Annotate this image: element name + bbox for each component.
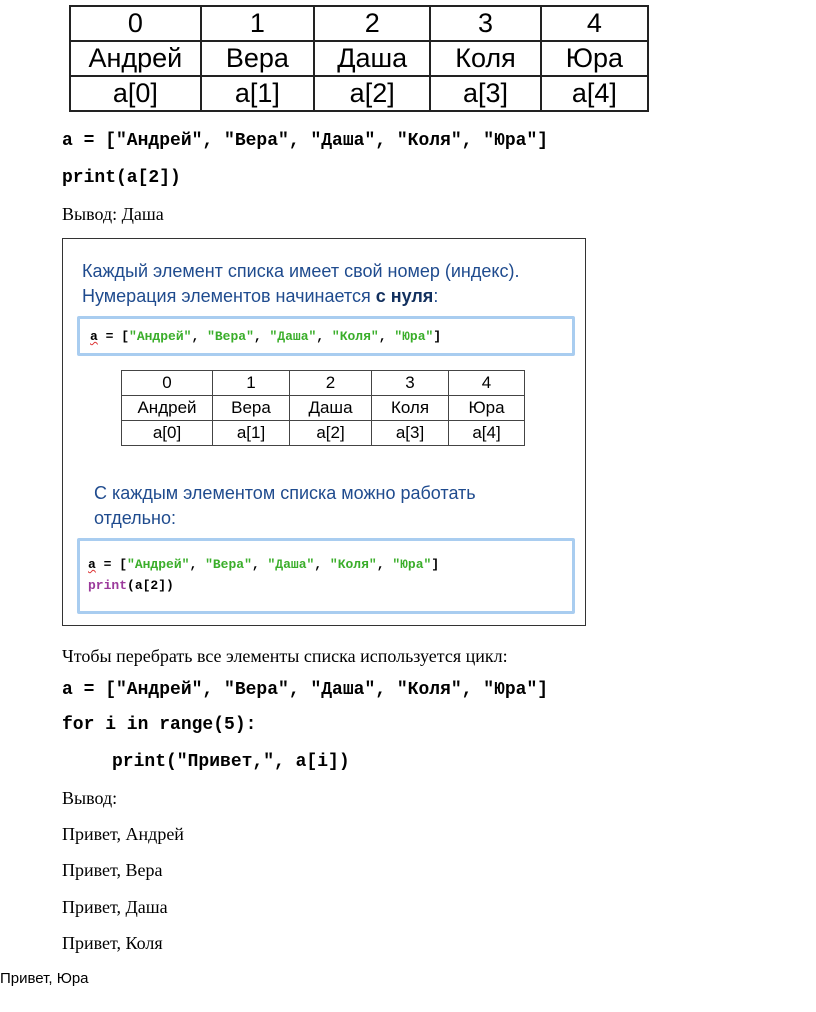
index-table bbox=[69, 5, 649, 112]
code-string: "Андрей" bbox=[127, 557, 190, 572]
table-row bbox=[70, 6, 648, 41]
table-cell: 2 bbox=[314, 6, 430, 41]
slide-index-table bbox=[121, 370, 525, 446]
code-string: "Вера" bbox=[205, 557, 252, 572]
slide-text-part: : bbox=[433, 286, 439, 306]
code-line: a = ["Андрей", "Вера", "Даша", "Коля", "Юра"] bbox=[62, 680, 549, 700]
table-cell: 4 bbox=[541, 6, 648, 41]
code-token: (a[2]) bbox=[127, 578, 174, 593]
table-row bbox=[70, 41, 648, 76]
slide-illustration bbox=[62, 238, 586, 626]
code-line: print(a[2]) bbox=[62, 168, 181, 188]
output-line: Привет, Андрей bbox=[62, 824, 184, 844]
slide-text-part: Нумерация элементов начинается bbox=[82, 286, 376, 306]
output-line: Привет, Вера bbox=[62, 860, 163, 880]
output-text: Вывод: Даша bbox=[62, 204, 164, 224]
slide-text-line bbox=[82, 284, 438, 309]
code-line: a = ["Андрей", "Вера", "Даша", "Коля", "Юра"] bbox=[62, 131, 549, 151]
table-row bbox=[122, 421, 525, 446]
table-cell: a[3] bbox=[372, 421, 449, 446]
code-token: , bbox=[253, 329, 270, 344]
code-line bbox=[88, 554, 439, 575]
table-cell: Даша bbox=[290, 396, 372, 421]
code-token: , bbox=[316, 329, 332, 344]
code-token: ] bbox=[431, 557, 440, 572]
code-string: "Даша" bbox=[267, 557, 315, 572]
table-cell: a[0] bbox=[122, 421, 213, 446]
table-cell: a[1] bbox=[213, 421, 290, 446]
table-cell: a[3] bbox=[430, 76, 540, 111]
output-line: Привет, Коля bbox=[62, 933, 163, 953]
slide-text-line: отдельно: bbox=[94, 508, 177, 528]
output-line: Привет, Даша bbox=[62, 897, 168, 917]
code-token: , bbox=[314, 557, 330, 572]
table-cell: Даша bbox=[314, 41, 430, 76]
table-cell: 1 bbox=[213, 371, 290, 396]
code-keyword: print bbox=[88, 578, 128, 593]
table-cell: a[0] bbox=[70, 76, 201, 111]
code-token: , bbox=[376, 557, 393, 572]
code-line: for i in range(5): bbox=[62, 715, 257, 735]
code-token: ] bbox=[433, 329, 442, 344]
table-cell: a[1] bbox=[201, 76, 314, 111]
code-string: "Юра" bbox=[392, 557, 432, 572]
table-cell: 3 bbox=[430, 6, 540, 41]
paragraph: Чтобы перебрать все элементы списка используется цикл: bbox=[62, 646, 508, 666]
table-cell: 0 bbox=[122, 371, 213, 396]
code-string: "Андрей" bbox=[129, 329, 192, 344]
code-string: "Даша" bbox=[269, 329, 317, 344]
code-box bbox=[77, 538, 575, 614]
code-token: , bbox=[251, 557, 268, 572]
slide-text-bold: с нуля bbox=[375, 286, 434, 306]
code-token: = [ bbox=[95, 557, 128, 572]
table-row bbox=[122, 371, 525, 396]
table-cell: Вера bbox=[213, 396, 290, 421]
output-line: Привет, Юра bbox=[0, 970, 89, 987]
code-string: "Вера" bbox=[207, 329, 254, 344]
table-cell: 3 bbox=[372, 371, 449, 396]
code-line bbox=[90, 326, 441, 347]
slide-text-line: С каждым элементом списка можно работать bbox=[94, 483, 476, 503]
code-string: "Юра" bbox=[394, 329, 434, 344]
table-cell: a[4] bbox=[541, 76, 648, 111]
table-cell: a[2] bbox=[314, 76, 430, 111]
code-token: , bbox=[378, 329, 395, 344]
code-token: = [ bbox=[97, 329, 130, 344]
table-cell: Коля bbox=[372, 396, 449, 421]
table-cell: Коля bbox=[430, 41, 540, 76]
code-token: , bbox=[191, 329, 208, 344]
code-var: a bbox=[90, 329, 98, 344]
code-string: "Коля" bbox=[331, 329, 379, 344]
table-cell: a[4] bbox=[449, 421, 525, 446]
slide-text-line: Каждый элемент списка имеет свой номер (индекс). bbox=[82, 261, 520, 281]
table-cell: Андрей bbox=[122, 396, 213, 421]
code-box bbox=[77, 316, 575, 356]
table-cell: 1 bbox=[201, 6, 314, 41]
table-cell: Вера bbox=[201, 41, 314, 76]
output-label: Вывод: bbox=[62, 788, 118, 808]
table-row bbox=[70, 76, 648, 111]
code-line bbox=[88, 575, 174, 596]
code-token: , bbox=[189, 557, 206, 572]
table-cell: 4 bbox=[449, 371, 525, 396]
code-string: "Коля" bbox=[329, 557, 377, 572]
table-row bbox=[122, 396, 525, 421]
code-line: print("Привет,", a[i]) bbox=[112, 752, 350, 772]
table-cell: Андрей bbox=[70, 41, 201, 76]
table-cell: a[2] bbox=[290, 421, 372, 446]
table-cell: 0 bbox=[70, 6, 201, 41]
table-cell: Юра bbox=[541, 41, 648, 76]
table-cell: Юра bbox=[449, 396, 525, 421]
code-var: a bbox=[88, 557, 96, 572]
table-cell: 2 bbox=[290, 371, 372, 396]
